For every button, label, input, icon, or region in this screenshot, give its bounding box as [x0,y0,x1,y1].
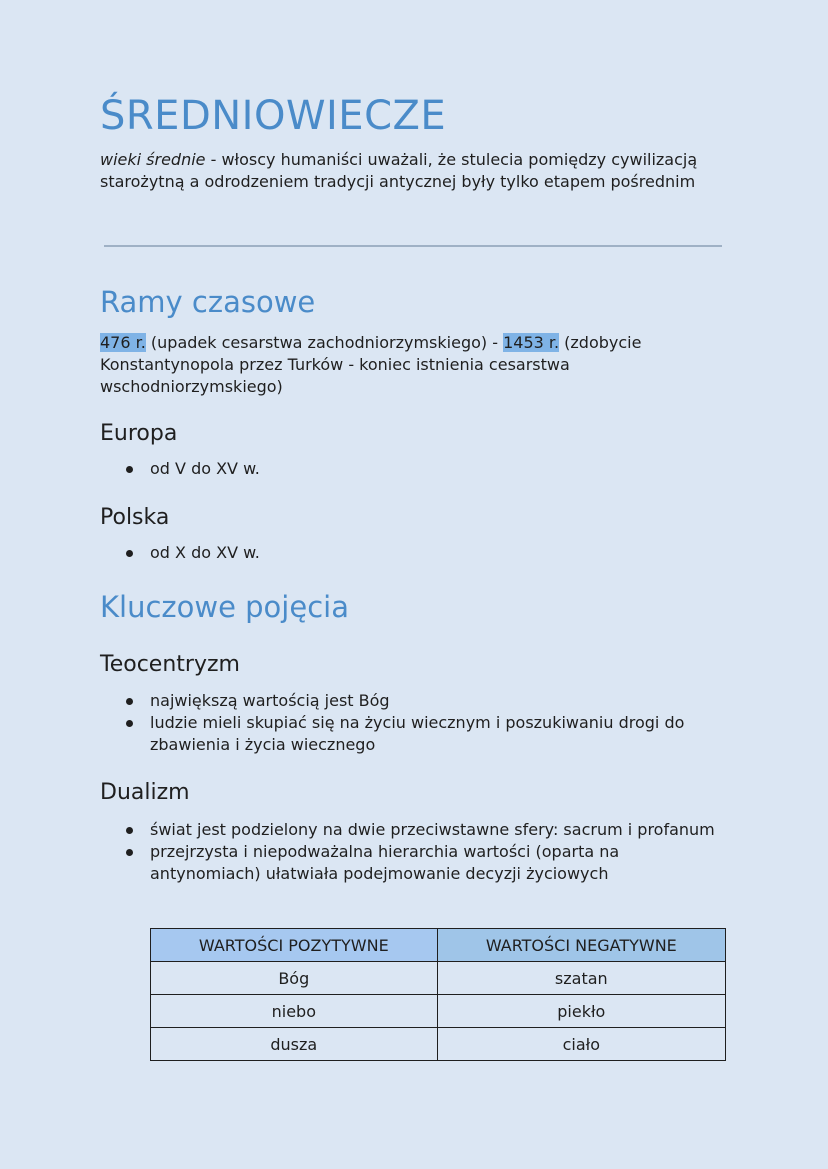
intro-paragraph [100,149,700,193]
table-header-row [151,929,726,962]
table-cell: niebo [151,995,438,1028]
ramy-text-2: (zdobycie Konstantynopola przez Turków - koniec istnienia cesarstwa wschodniorzymskiego) [100,333,642,396]
list-item [100,458,730,480]
teocentryzm-list [100,690,730,756]
intro-term: wieki średnie [100,150,206,169]
subheading-teocentryzm: Teocentryzm [100,652,240,677]
list-item-text: od V do XV w. [150,459,260,478]
list-item-text: największą wartością jest Bóg [150,691,390,710]
subheading-europa: Europa [100,421,178,446]
table-row [151,962,726,995]
table-row [151,1028,726,1061]
table-cell: ciało [437,1028,725,1061]
table-row [151,995,726,1028]
page-title: ŚREDNIOWIECZE [100,93,447,139]
table-cell: dusza [151,1028,438,1061]
list-item [100,841,730,885]
polska-list [100,542,730,564]
list-item-text: świat jest podzielony na dwie przeciwstawne sfery: sacrum i profanum [150,820,715,839]
section-heading-pojecia: Kluczowe pojęcia [100,590,349,624]
europa-list [100,458,730,480]
section-heading-ramy: Ramy czasowe [100,285,316,319]
intro-text: - włoscy humaniści uważali, że stulecia pomiędzy cywilizacją starożytną a odrodzeniem tradycji antycznej były tylko etapem pośrednim [100,150,698,191]
header-positive: WARTOŚCI POZYTYWNE [151,929,438,962]
list-item [100,712,730,756]
bullet-icon [126,698,133,705]
ramy-text-1: (upadek cesarstwa zachodniorzymskiego) - [145,333,504,352]
values-table [150,928,726,1061]
list-item-text: ludzie mieli skupiać się na życiu wiecznym i poszukiwaniu drogi do zbawienia i życia wiecznego [150,713,685,754]
bullet-icon [126,849,133,856]
date-highlight-start: 476 r. [100,333,146,352]
list-item [100,690,730,712]
list-item-text: przejrzysta i niepodważalna hierarchia wartości (oparta na antynomiach) ułatwiała podejmowanie decyzji życiowych [150,842,620,883]
bullet-icon [126,550,133,557]
bullet-icon [126,466,133,473]
divider [104,245,722,247]
bullet-icon [126,720,133,727]
date-highlight-end: 1453 r. [503,333,560,352]
table-cell: szatan [437,962,725,995]
subheading-polska: Polska [100,505,170,530]
list-item [100,542,730,564]
list-item [100,819,730,841]
table-cell: piekło [437,995,725,1028]
header-negative: WARTOŚCI NEGATYWNE [437,929,725,962]
dualizm-list [100,819,730,885]
bullet-icon [126,827,133,834]
table-cell: Bóg [151,962,438,995]
list-item-text: od X do XV w. [150,543,260,562]
ramy-paragraph [100,332,700,398]
subheading-dualizm: Dualizm [100,780,190,805]
